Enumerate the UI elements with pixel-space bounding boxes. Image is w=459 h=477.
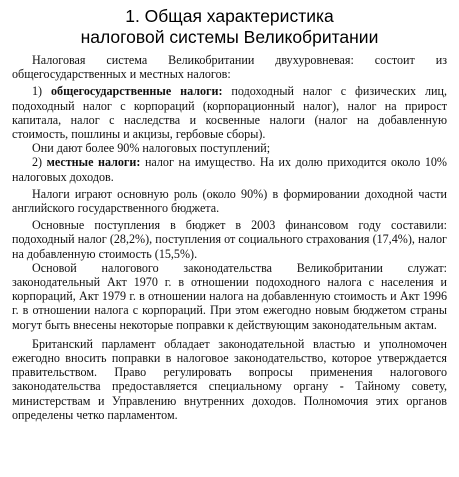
- term-local-taxes: местные налоги:: [46, 155, 141, 170]
- dash-separator: -: [328, 379, 356, 394]
- parliament-text: Британский парламент обладает законодательной властью и уполномочен ежегодно вносить поправки в налоговое законодательство, которое утверждается правительством. Право регулировать вопросы применения налогового законодательства предоставляется специальному органу: [12, 336, 447, 394]
- term-national-taxes: общегосударственные налоги:: [50, 84, 223, 99]
- national-taxes-share: Они дают более 90% налоговых поступлений;: [32, 141, 271, 156]
- list-item-local-taxes: [12, 155, 447, 183]
- title-line-1: 1. Общая характеристика: [125, 6, 334, 26]
- parliament-text-end: Тайному совету, министерствам и Управлению внутренних доходов. Полномочия этих органов определены четко парламентом.: [12, 379, 447, 422]
- title-line-2: налоговой системы Великобритании: [80, 27, 379, 47]
- local-taxes-description: налог на имущество. На их долю приходится около 10% налоговых доходов.: [12, 155, 447, 184]
- legislation-paragraph: Основой налогового законодательства Великобритании служат: законодательный Акт 1970 г. в отношении подоходного налога с населения и корпораций, Акт 1979 г. в отношении налога на добавленную стоимость и Акт 1996 г. в отношении налога с корпораций. При этом ежегодно новым бюджетом страны могут быть внесены некоторые поправки к действующим законодательным актам.: [12, 260, 447, 332]
- intro-paragraph: Налоговая система Великобритании двухуровневая: состоит из общегосударственных и местных налогов:: [12, 53, 447, 82]
- national-taxes-description: подоходный налог с физических лиц, подоходный налог с корпораций (корпорационный налог), налог на прирост капитала, налог с наследства и косвенные налоги (налог на добавленную стоимость, пошлины и акцизы, гербовые сборы).: [12, 84, 447, 142]
- parliament-paragraph: [12, 337, 447, 422]
- list-item-number: 2): [32, 155, 47, 170]
- budget-role-paragraph: Налоги играют основную роль (около 90%) в формировании доходной части английского государственного бюджета.: [12, 186, 447, 216]
- revenue-paragraph: Основные поступления в бюджет в 2003 финансовом году составили: подоходный налог (28,2%), поступления от социального страхования (17,4%), налог на добавленную стоимость (15,5%).: [12, 218, 447, 261]
- page-title: [12, 6, 447, 48]
- list-item-national-taxes: [12, 84, 447, 141]
- document-body: [12, 53, 447, 422]
- list-item-number: 1): [32, 84, 51, 99]
